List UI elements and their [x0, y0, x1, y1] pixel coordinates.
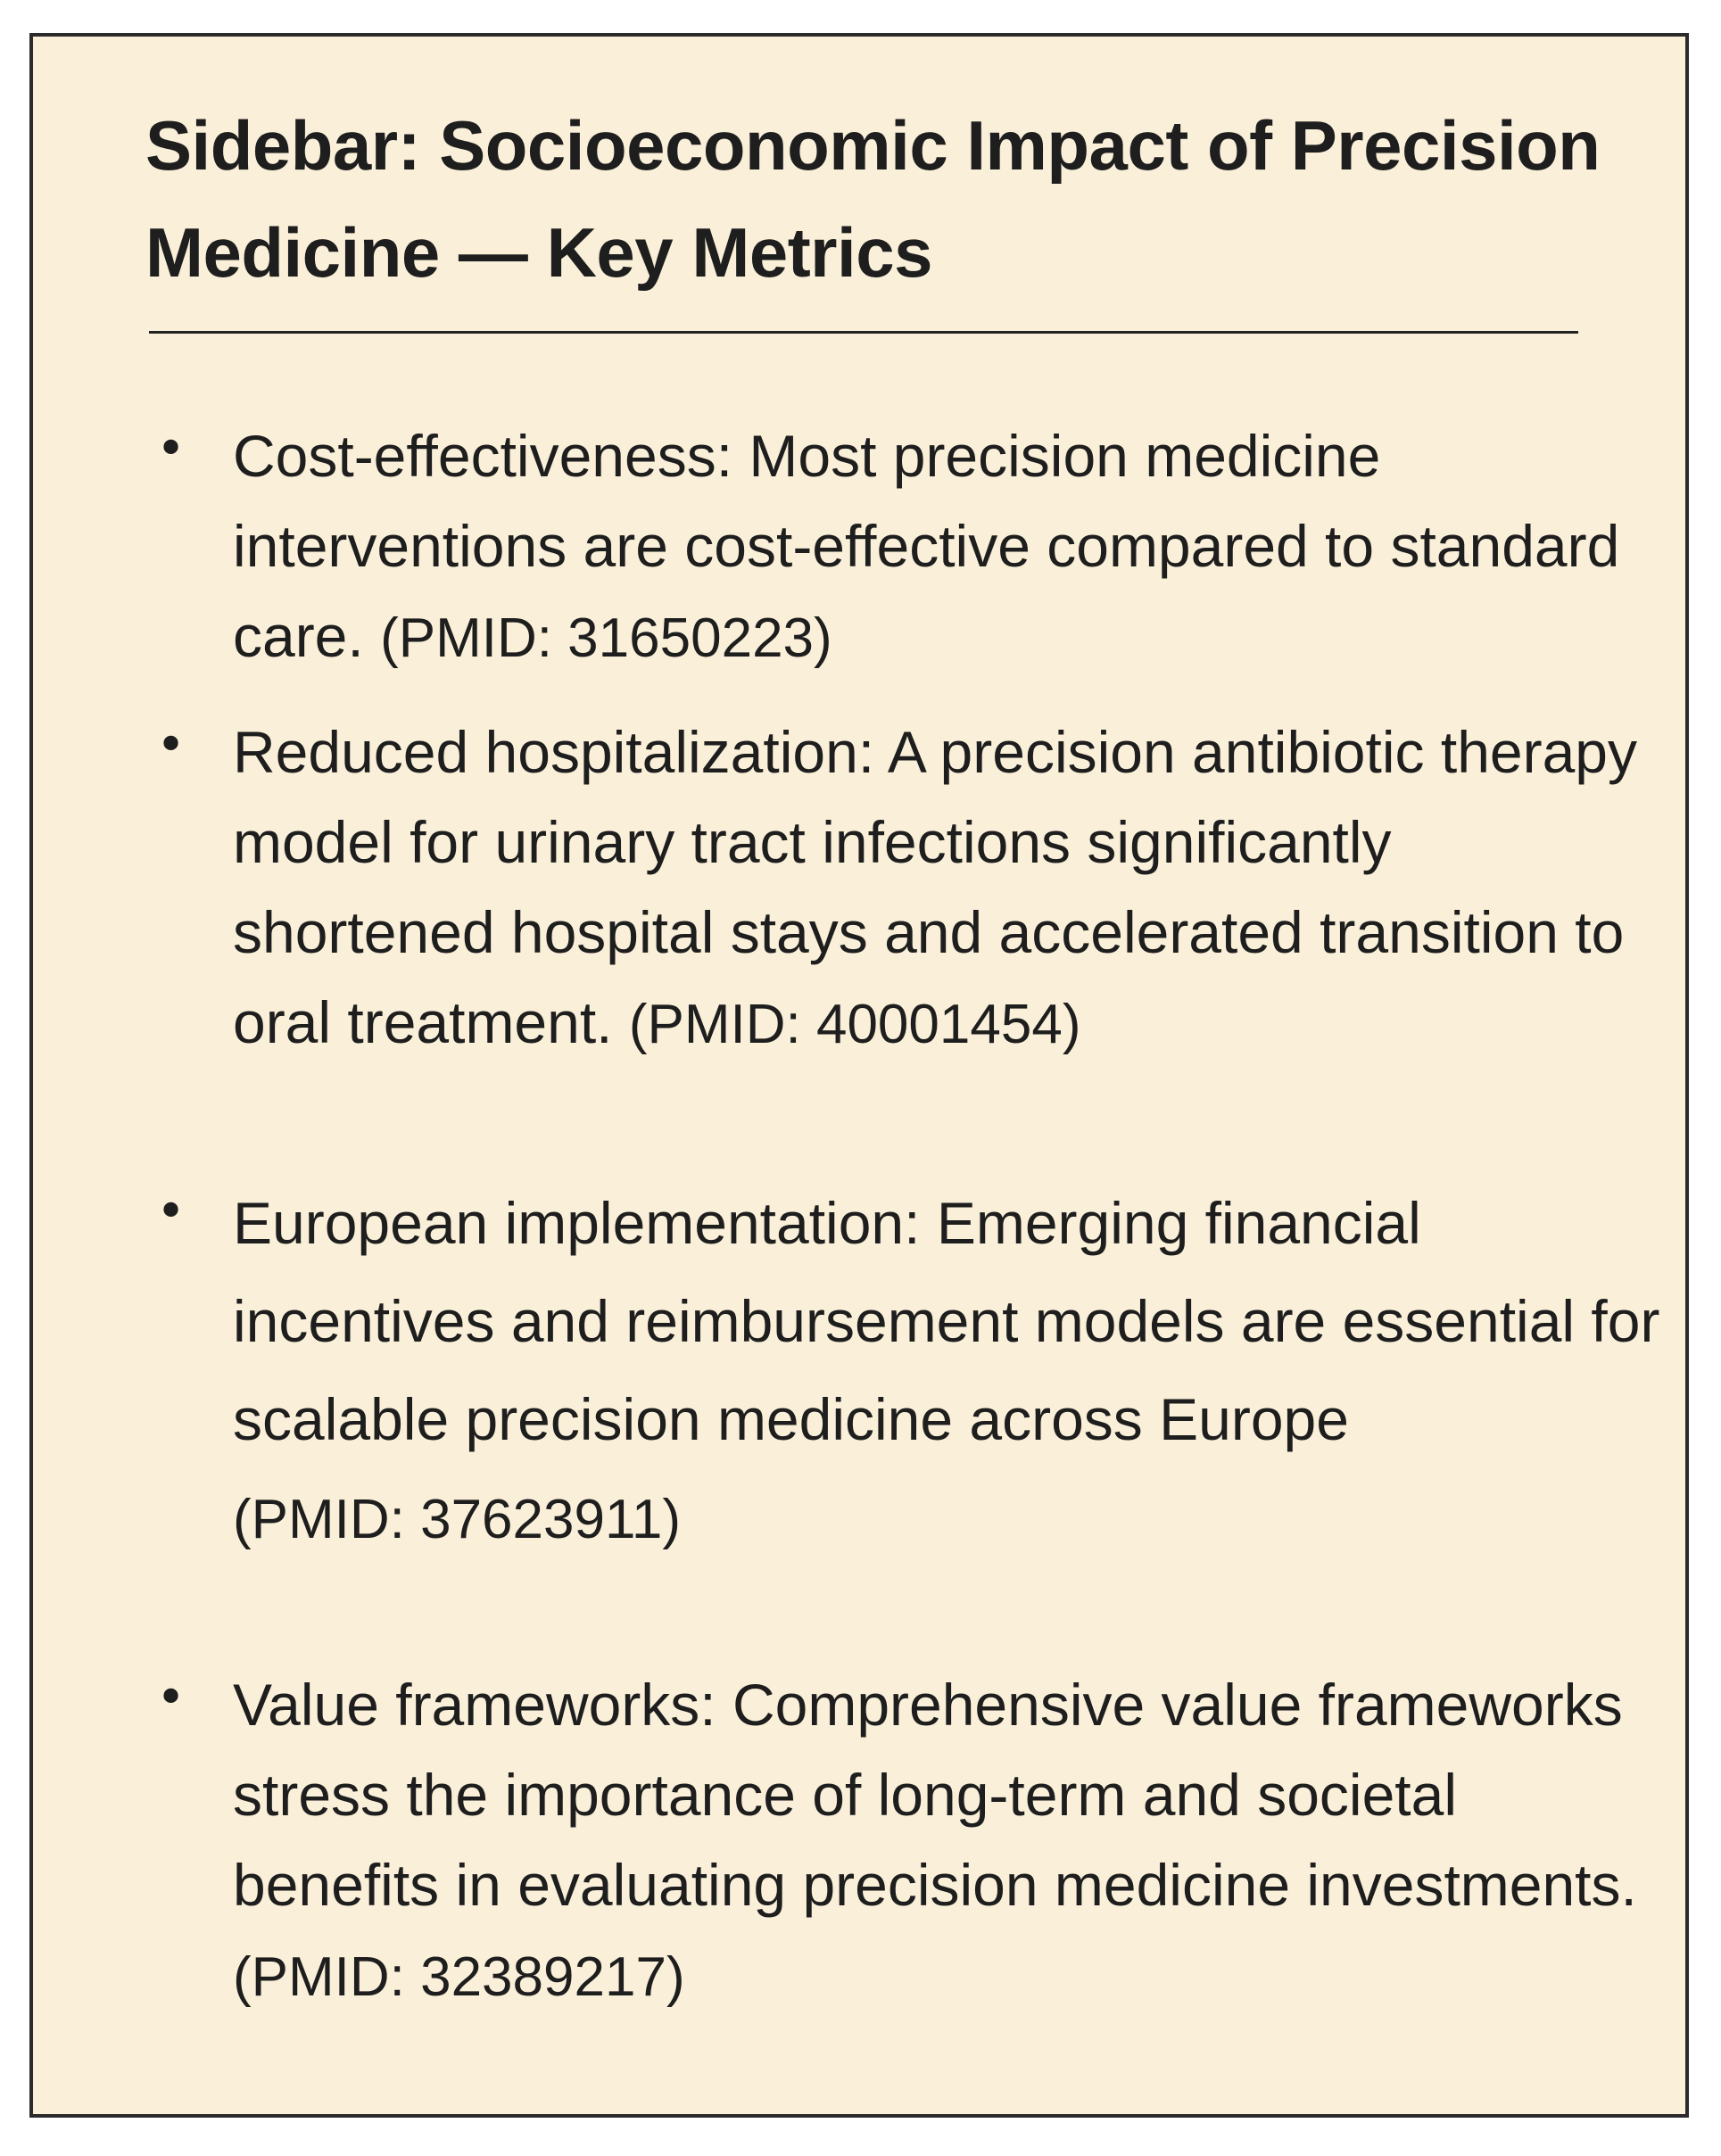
metric-description: A precision antibiotic therapy model for urinary tract infections significantly shortened hospital stays and accelerated transition to oral treatment. [233, 719, 1637, 1055]
bullet-icon: • [156, 716, 186, 774]
metric-label: Cost-effectiveness: [233, 423, 733, 489]
metric-citation: (PMID: 32389217) [233, 1946, 685, 2008]
metric-description: Most precision medicine interventions are cost-effective compared to standard care. [233, 423, 1620, 669]
bullet-icon: • [156, 420, 186, 478]
bullet-icon: • [156, 1183, 186, 1241]
metric-label: Reduced hospitalization: [233, 719, 875, 785]
title-divider [149, 331, 1578, 334]
metric-text [233, 707, 1669, 1070]
metric-citation: (PMID: 31650223) [380, 607, 832, 669]
metric-text [233, 1660, 1669, 2022]
metric-text [233, 1174, 1669, 1569]
metric-label: European implementation: [233, 1190, 921, 1256]
sidebar-box [29, 33, 1689, 2118]
sidebar-title: Sidebar: Socioeconomic Impact of Precision Medicine — Key Metrics [145, 106, 1601, 292]
metric-label: Value frameworks: [233, 1672, 716, 1738]
metric-citation: (PMID: 37623911) [233, 1489, 681, 1550]
metric-description: Emerging financial incentives and reimbursement models are essential for scalable precision medicine across Europe [233, 1190, 1660, 1452]
bullet-icon: • [156, 1669, 186, 1727]
metric-text [233, 411, 1669, 683]
metric-description: Comprehensive value frameworks stress the importance of long-term and societal benefits in evaluating precision medicine investments. [233, 1672, 1637, 1918]
metric-citation: (PMID: 40001454) [628, 994, 1081, 1055]
